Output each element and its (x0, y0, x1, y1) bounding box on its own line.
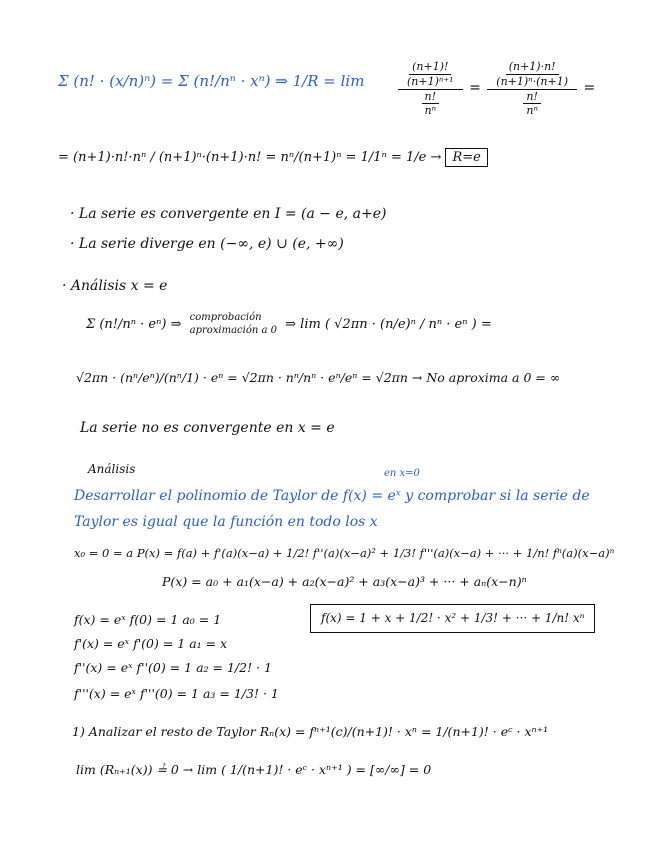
taylor-task-statement-cont: Taylor es igual que la función en todo los x (74, 514, 378, 530)
derivative-row-2: f''(x) = eˣ f''(0) = 1 a₂ = 1/2! · 1 (74, 660, 272, 675)
derivative-row-3: f'''(x) = eˣ f'''(0) = 1 a₃ = 1/3! · 1 (74, 686, 279, 701)
analysis-heading: Análisis (88, 462, 136, 476)
taylor-polynomial-general: x₀ = 0 = a P(x) = f(a) + f'(a)(x−a) + 1/2! f''(a)(x−a)² + 1/3! f'''(a)(x−a) + ··· + 1/n! fⁿ(a)(x−a)ⁿ (74, 546, 615, 560)
radius-result-box: R=e (445, 148, 487, 167)
analysis-x-equals-e: · Análisis x = e (62, 278, 168, 294)
divergence-note: · La serie diverge en (−∞, e) ∪ (e, +∞) (70, 236, 344, 252)
stirling-simplification: √2πn · (nⁿ/eⁿ)/(nⁿ/1) · eⁿ = √2πn · nⁿ/nⁿ · eⁿ/eⁿ = √2πn → No aproxima a 0 = ∞ (76, 370, 561, 385)
taylor-series-result-box: f(x) = 1 + x + 1/2! · x² + 1/3! + ··· + 1/n! xⁿ (310, 604, 595, 633)
taylor-task-statement: Desarrollar el polinomio de Taylor de f(x) = eˣ y comprobar si la serie de (74, 488, 590, 504)
taylor-coefficients-form: P(x) = a₀ + a₁(x−a) + a₂(x−a)² + a₃(x−a)³ + ··· + aₙ(x−n)ⁿ (162, 574, 527, 589)
series-expression: Σ (n! · (x/n)ⁿ) = Σ (n!/nⁿ · xⁿ) ⇒ 1/R = lim (58, 72, 365, 90)
taylor-remainder: 1) Analizar el resto de Taylor Rₙ(x) = fⁿ⁺¹(c)/(n+1)! · xⁿ = 1/(n+1)! · eᶜ · xⁿ⁺¹ (72, 724, 549, 739)
derivative-row-1: f'(x) = eˣ f'(0) = 1 a₁ = x (74, 636, 228, 651)
derivative-row-0: f(x) = eˣ f(0) = 1 a₀ = 1 (74, 612, 222, 627)
stirling-check: Σ (n!/nⁿ · eⁿ) ⇒ comprobación aproximación a 0 ⇒ lim ( √2πn · (n/e)ⁿ / nⁿ · eⁿ ) = (86, 312, 492, 336)
not-convergent-conclusion: La serie no es convergente en x = e (80, 420, 335, 436)
convergence-interval-note: · La serie es convergente en I = (a − e, a+e) (70, 206, 387, 222)
limit-ratio-fraction: $\frac{\frac{(n+1)!}{\text{(n+1)ⁿ⁺¹}}}{\frac{n!}{\text{nⁿ}}}$ = $\frac{\frac{(n+1)\cdot n!}{\text{(n+1)ⁿ·(n+1)}}}{\frac{n!}{\text{nⁿ}}}$ = (395, 60, 595, 118)
remainder-limit: lim (Rₙ₊₁(x)) ≟ 0 → lim ( 1/(n+1)! · eᶜ · xⁿ⁺¹ ) = [∞/∞] = 0 (76, 762, 432, 777)
at-x-zero-note: en x=0 (384, 468, 420, 479)
ratio-simplification: = (n+1)·n!·nⁿ / (n+1)ⁿ·(n+1)·n! = nⁿ/(n+1)ⁿ = 1/1ⁿ = 1/e → R=e (58, 150, 488, 166)
